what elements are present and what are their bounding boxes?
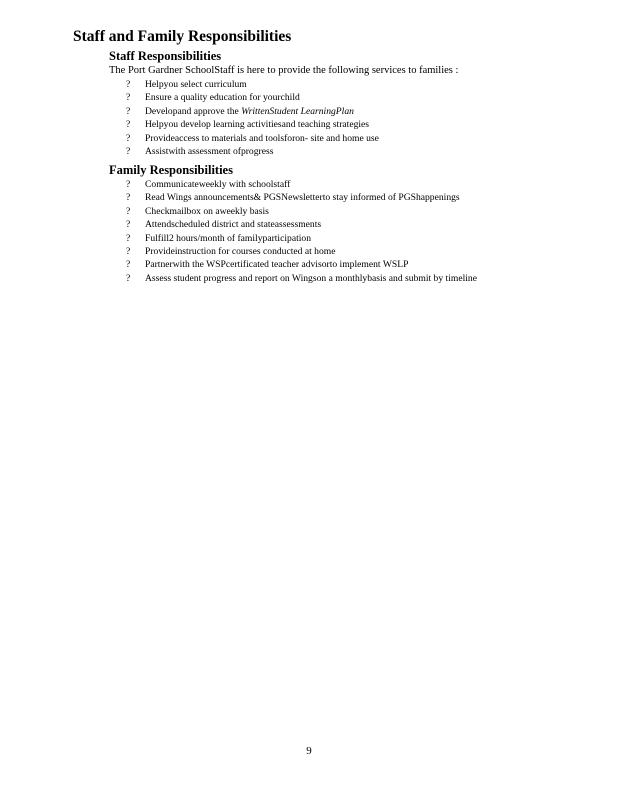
bullet-icon: ?	[126, 105, 131, 117]
list-item: ? Provideinstruction for courses conducted at home	[126, 246, 336, 258]
list-item: ? Developand approve the WrittenStudent LearningPlan	[126, 105, 354, 117]
staff-intro-text: The Port Gardner SchoolStaff is here to provide the following services to families :	[109, 65, 459, 76]
bullet-icon: ?	[126, 132, 131, 144]
list-item: ? Attendscheduled district and stateassessments	[126, 219, 322, 231]
bullet-icon: ?	[126, 272, 131, 284]
staff-responsibilities-heading: Staff Responsibilities	[109, 49, 222, 63]
bullet-icon: ?	[126, 259, 131, 271]
list-item: ? Partnerwith the WSPcertificated teacher advisorto implement WSLP	[126, 259, 409, 271]
family-responsibilities-list	[109, 178, 589, 285]
bullet-icon: ?	[126, 192, 131, 204]
bullet-icon: ?	[126, 219, 131, 231]
bullet-icon: ?	[126, 79, 131, 90]
list-item: ? Provideaccess to materials and toolsforon- site and home use	[126, 132, 379, 144]
list-item: ? Ensure a quality education for yourchild	[126, 92, 300, 104]
bullet-icon: ?	[126, 205, 131, 217]
list-item: ? Checkmailbox on aweekly basis	[126, 205, 269, 217]
list-item: ? Fulfill2 hours/month of familyparticipation	[126, 232, 312, 244]
bullet-icon: ?	[126, 179, 131, 190]
staff-responsibilities-section	[109, 48, 589, 158]
list-item: ? Communicateweekly with schoolstaff	[126, 179, 291, 190]
bullet-icon: ?	[126, 146, 131, 158]
wslp-italic-term: WrittenStudent LearningPlan	[241, 105, 354, 117]
bullet-icon: ?	[126, 232, 131, 244]
page-number: 9	[306, 745, 312, 757]
family-responsibilities-heading: Family Responsibilities	[109, 163, 233, 177]
list-item: ? Read Wings announcements& PGSNewsletterto stay informed of PGShappenings	[126, 192, 460, 204]
family-responsibilities-section	[109, 162, 589, 285]
list-item: ? Assistwith assessment ofprogress	[126, 146, 274, 158]
bullet-icon: ?	[126, 119, 131, 131]
bullet-icon: ?	[126, 92, 131, 104]
list-item: ? Assess student progress and report on Wingson a monthlybasis and submit by timeline	[126, 272, 477, 284]
bullet-icon: ?	[126, 246, 131, 258]
page-title: Staff and Family Responsibilities	[73, 28, 292, 45]
list-item: ? Helpyou select curriculum	[126, 79, 247, 90]
staff-responsibilities-list	[109, 78, 589, 158]
list-item: ? Helpyou develop learning activitiesand teaching strategies	[126, 119, 370, 131]
